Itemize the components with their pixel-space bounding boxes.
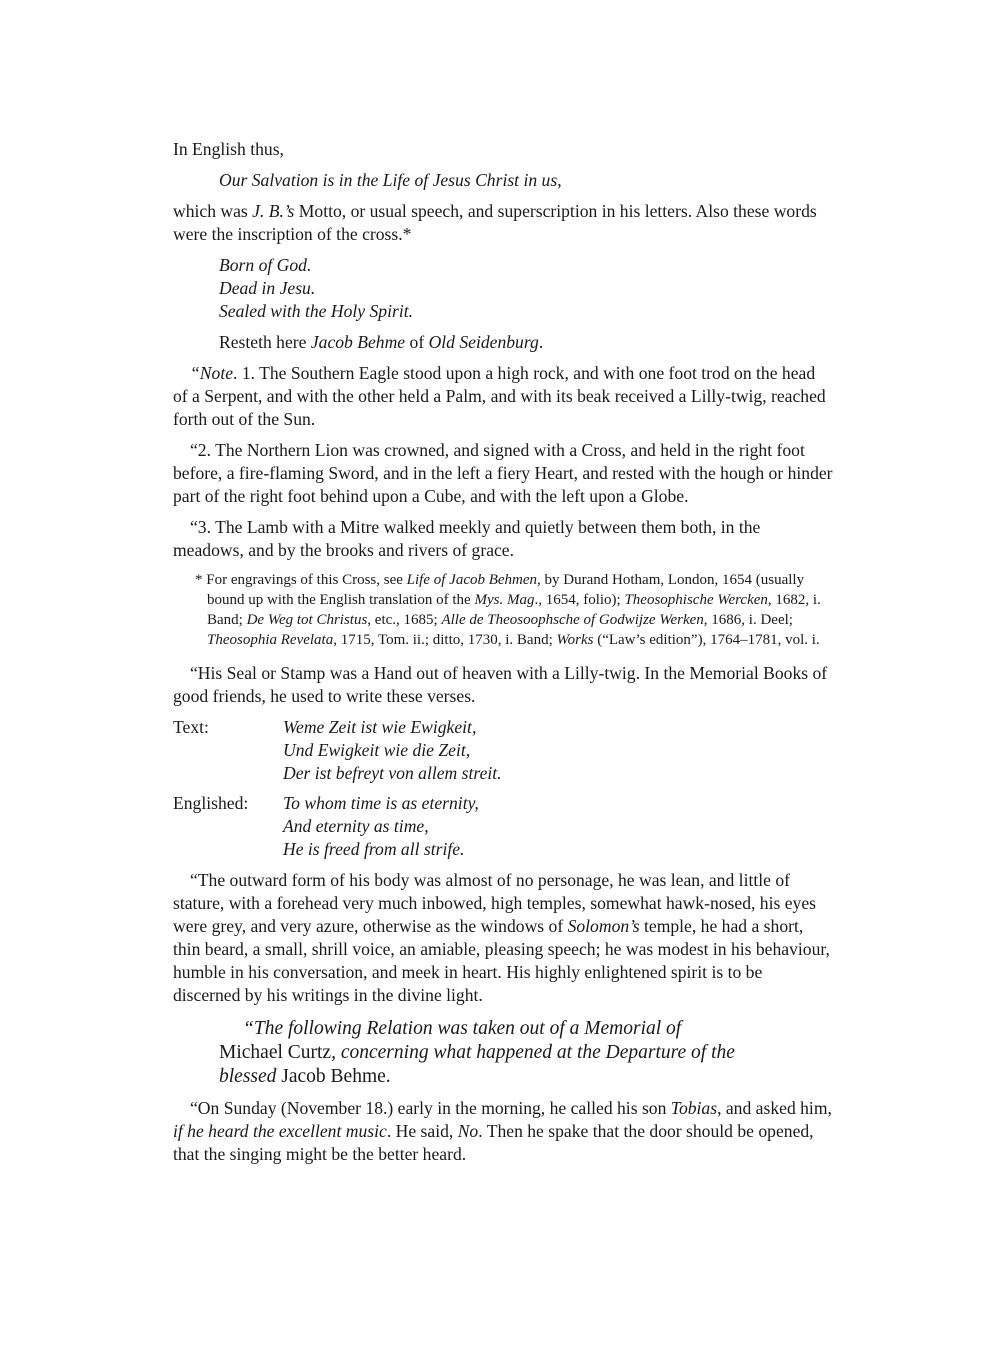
text-run-italic: “The following Relation was taken out of a Memorial of bbox=[243, 1018, 682, 1039]
text-run-italic: if he heard the excellent music bbox=[173, 1121, 387, 1141]
verse-row-english bbox=[173, 792, 833, 861]
text-run: Resteth here bbox=[219, 332, 311, 352]
verse-lines bbox=[283, 716, 502, 785]
text-run: of bbox=[405, 332, 429, 352]
text-run: Motto, or usual speech, and superscription in his letters. Also these words were the inscription of the cross.* bbox=[173, 201, 817, 244]
verse-line: To whom time is as eternity, bbox=[283, 793, 479, 813]
text-run-italic: Life of Jacob Behmen bbox=[406, 572, 538, 588]
text-run: (“Law’s edition”), 1764–1781, vol. i. bbox=[593, 632, 820, 648]
text-run-italic: Solomon’s bbox=[567, 916, 640, 936]
relation-heading bbox=[173, 1017, 833, 1089]
text-run-italic: Old Seidenburg bbox=[428, 332, 539, 352]
motto-paragraph bbox=[173, 200, 833, 246]
sunday-paragraph bbox=[173, 1097, 833, 1166]
text-run-italic: Jacob Behme bbox=[310, 332, 406, 352]
text-run: . bbox=[538, 332, 544, 352]
text-run: . bbox=[385, 1066, 391, 1087]
text-run-italic: Alle de Theosoophsche of Godwijze Werken bbox=[441, 612, 704, 628]
verse-line: He is freed from all strife. bbox=[283, 839, 465, 859]
verse-row-text bbox=[173, 716, 833, 785]
text-run: * For engravings of this Cross, see bbox=[195, 572, 407, 588]
text-run-italic: Works bbox=[556, 632, 594, 648]
text-run: Michael Curtz bbox=[219, 1042, 332, 1063]
verse-lines bbox=[283, 792, 479, 861]
inscription-line: Dead in Jesu. bbox=[219, 278, 316, 298]
outward-form-paragraph bbox=[173, 869, 833, 1007]
verse-line: Der ist befreyt von allem streit. bbox=[283, 763, 502, 783]
text-run-italic: No bbox=[457, 1121, 479, 1141]
text-run-italic: Theosophische Wercken bbox=[624, 592, 768, 608]
verse-label: Englished: bbox=[173, 793, 249, 813]
inscription-line: Sealed with the Holy Spirit. bbox=[219, 301, 413, 321]
text-run: . Then he spake that the door should be opened, that the singing might be the better heard. bbox=[173, 1121, 814, 1164]
note-2-paragraph: “2. The Northern Lion was crowned, and signed with a Cross, and held in the right foot before, a fire-flaming Sword, and in the left a fiery Heart, and rested with the hough or hinder part of the right foot behind upon a Cube, and with the left upon a Globe. bbox=[173, 440, 833, 506]
verse-label: Text: bbox=[173, 717, 209, 737]
resteth-line bbox=[173, 331, 833, 354]
text-run: which was bbox=[173, 201, 253, 221]
text-run: Jacob Behme bbox=[281, 1066, 386, 1087]
text-run: “On Sunday (November 18.) early in the morning, he called his son bbox=[190, 1098, 671, 1118]
text-run-italic: J. B.’s bbox=[252, 201, 295, 221]
text-run-italic: Theosophia Revelata bbox=[207, 632, 334, 648]
note-1-paragraph bbox=[173, 362, 833, 431]
text-run: , 1715, Tom. ii.; ditto, 1730, i. Band; bbox=[333, 632, 557, 648]
text-run: temple, he had a short, thin beard, a small, shrill voice, an amiable, pleasing speech; he was modest in his behaviour, humble in his conversation, and meek in heart. His highly enlightened spirit is to be discerned by his writings in the divine light. bbox=[173, 916, 830, 1005]
text-run: , etc., 1685; bbox=[367, 612, 442, 628]
inscription-line: Born of God. bbox=[219, 255, 312, 275]
text-run: “The outward form of his body was almost of no personage, he was lean, and little of stature, with a forehead very much inbowed, high temples, somewhat hawk-nosed, his eyes were grey, and very azure, otherwise as the windows of bbox=[173, 870, 816, 936]
verse-line: Weme Zeit ist wie Ewigkeit, bbox=[283, 717, 477, 737]
text-run-italic: Tobias bbox=[670, 1098, 718, 1118]
text-run: , 1682, i. Band; bbox=[207, 592, 821, 628]
text-run-italic: Mys. Mag bbox=[474, 592, 535, 608]
text-run-italic: De Weg tot Christus bbox=[246, 612, 368, 628]
intro-line: In English thus, bbox=[173, 139, 284, 159]
verse-line: Und Ewigkeit wie die Zeit, bbox=[283, 740, 471, 760]
text-run: . He said, bbox=[386, 1121, 458, 1141]
text-run-italic: , concerning what happened at the Departure of the blessed bbox=[219, 1042, 735, 1087]
text-run: , 1686, i. Deel; bbox=[703, 612, 793, 628]
motto-line: Our Salvation is in the Life of Jesus Christ in us, bbox=[219, 170, 562, 190]
text-run: . 1. The Southern Eagle stood upon a high rock, and with one foot trod on the head of a Serpent, and with the other held a Palm, and with its beak received a Lilly-twig, reached forth out of the Sun. bbox=[173, 363, 826, 429]
verse-line: And eternity as time, bbox=[283, 816, 429, 836]
footnote bbox=[173, 570, 833, 650]
text-run: , by Durand Hotham, London, 1654 (usually bound up with the English translation of the bbox=[207, 572, 805, 608]
seal-paragraph: “His Seal or Stamp was a Hand out of heaven with a Lilly-twig. In the Memorial Books of good friends, he used to write these verses. bbox=[173, 663, 828, 706]
note-3-paragraph: “3. The Lamb with a Mitre walked meekly and quietly between them both, in the meadows, and by the brooks and rivers of grace. bbox=[173, 517, 761, 560]
text-run: , and asked him, bbox=[717, 1098, 832, 1118]
verses-table bbox=[173, 716, 833, 861]
page-body bbox=[173, 138, 833, 1166]
cross-inscription bbox=[173, 254, 833, 323]
text-run: ., 1654, folio); bbox=[534, 592, 625, 608]
text-run-italic: “Note bbox=[190, 363, 234, 383]
